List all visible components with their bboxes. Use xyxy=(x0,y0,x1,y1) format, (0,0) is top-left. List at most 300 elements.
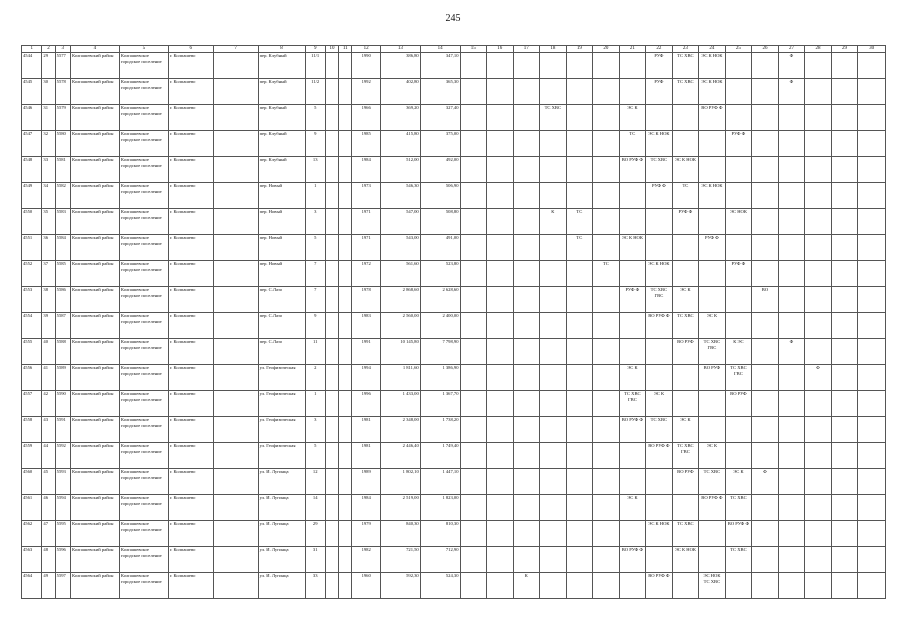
table-cell: ТС ХВС xyxy=(646,157,673,183)
table-cell: ВО РУФ Ф xyxy=(646,573,673,599)
table-cell: 506,90 xyxy=(420,183,460,209)
table-cell xyxy=(858,79,886,105)
table-cell: К xyxy=(540,209,567,235)
table-cell xyxy=(593,547,620,573)
table-cell: 4555 xyxy=(22,339,42,365)
table-cell: Колпашевский район xyxy=(70,547,119,573)
table-cell: РУФ xyxy=(646,53,673,79)
table-cell: ТС ХВС ГВС xyxy=(699,339,726,365)
table-cell: ул. Геофизическая xyxy=(258,365,305,391)
table-cell xyxy=(460,183,487,209)
table-cell: г. Колпашево xyxy=(168,547,213,573)
table-cell: 1981 xyxy=(352,443,381,469)
table-cell xyxy=(778,521,805,547)
table-cell xyxy=(672,495,699,521)
table-row xyxy=(22,495,886,521)
column-number: 19 xyxy=(566,46,593,53)
table-cell xyxy=(460,521,487,547)
table-cell xyxy=(339,261,352,287)
table-cell xyxy=(831,365,858,391)
table-cell xyxy=(566,79,593,105)
table-row xyxy=(22,235,886,261)
table-cell: ул. И. Лугинца xyxy=(258,469,305,495)
table-cell xyxy=(593,495,620,521)
table-cell xyxy=(213,547,258,573)
table-cell: 375,00 xyxy=(420,131,460,157)
table-cell xyxy=(213,391,258,417)
table-cell: ЭС К НОК xyxy=(699,53,726,79)
table-cell: Колпашевское городское поселение xyxy=(119,469,168,495)
table-cell xyxy=(831,261,858,287)
table-cell: Ф xyxy=(752,469,779,495)
table-cell xyxy=(566,417,593,443)
table-cell xyxy=(805,469,832,495)
table-cell xyxy=(460,417,487,443)
table-cell: 2 400,00 xyxy=(420,313,460,339)
table-cell: г. Колпашево xyxy=(168,235,213,261)
table-cell xyxy=(805,573,832,599)
table-cell xyxy=(805,105,832,131)
table-cell xyxy=(513,339,540,365)
column-number: 12 xyxy=(352,46,381,53)
table-cell: Колпашевское городское поселение xyxy=(119,443,168,469)
table-cell xyxy=(213,365,258,391)
table-cell: 4547 xyxy=(22,131,42,157)
table-cell: 415,80 xyxy=(380,131,420,157)
table-cell xyxy=(513,287,540,313)
table-cell: ТС xyxy=(619,131,646,157)
table-cell: г. Колпашево xyxy=(168,287,213,313)
table-cell: 5591 xyxy=(55,417,70,443)
table-cell: ЭС К НОК xyxy=(699,79,726,105)
table-cell: ВО РУФ Ф xyxy=(646,313,673,339)
table-cell xyxy=(566,261,593,287)
table-row xyxy=(22,365,886,391)
table-cell xyxy=(805,443,832,469)
table-cell: г. Колпашево xyxy=(168,417,213,443)
column-number: 1 xyxy=(22,46,42,53)
table-cell xyxy=(752,53,779,79)
table-cell: 1 447,10 xyxy=(420,469,460,495)
table-cell xyxy=(566,313,593,339)
table-cell xyxy=(805,131,832,157)
table-cell xyxy=(487,261,514,287)
table-cell xyxy=(699,157,726,183)
table-cell xyxy=(566,443,593,469)
table-cell xyxy=(619,313,646,339)
table-cell xyxy=(566,131,593,157)
table-cell xyxy=(593,573,620,599)
table-cell xyxy=(460,105,487,131)
table-cell: 5581 xyxy=(55,157,70,183)
table-cell: 5 xyxy=(305,443,325,469)
table-cell: 7 798,90 xyxy=(420,339,460,365)
table-cell xyxy=(325,469,338,495)
table-cell xyxy=(325,443,338,469)
table-cell: 42 xyxy=(42,391,55,417)
table-cell xyxy=(325,547,338,573)
table-cell: 4546 xyxy=(22,105,42,131)
table-cell xyxy=(858,443,886,469)
table-cell xyxy=(325,495,338,521)
table-cell: 47 xyxy=(42,521,55,547)
table-cell: 5592 xyxy=(55,443,70,469)
table-cell xyxy=(566,495,593,521)
table-cell xyxy=(752,261,779,287)
table-cell xyxy=(213,287,258,313)
table-cell xyxy=(566,391,593,417)
table-cell xyxy=(213,209,258,235)
table-cell xyxy=(805,287,832,313)
table-cell xyxy=(213,521,258,547)
table-cell: 43 xyxy=(42,417,55,443)
table-cell xyxy=(778,235,805,261)
table-cell: ТС xyxy=(672,183,699,209)
table-cell xyxy=(460,79,487,105)
table-cell xyxy=(540,573,567,599)
table-cell xyxy=(858,573,886,599)
table-cell: пер. С.Лазо xyxy=(258,313,305,339)
table-cell: ТС ХВС xyxy=(725,495,752,521)
table-cell: пер. Новый xyxy=(258,235,305,261)
table-cell: РУФ Ф xyxy=(725,261,752,287)
table-cell: ТС ХВС ГВС xyxy=(619,391,646,417)
table-cell xyxy=(339,183,352,209)
table-cell: Колпашевское городское поселение xyxy=(119,417,168,443)
table-cell xyxy=(566,521,593,547)
table-cell: 46 xyxy=(42,495,55,521)
table-cell: 524,30 xyxy=(420,573,460,599)
table-cell: 31 xyxy=(305,547,325,573)
table-cell: ТС ХВС xyxy=(672,521,699,547)
table-cell: 2 560,00 xyxy=(380,313,420,339)
table-cell xyxy=(672,573,699,599)
table-cell xyxy=(540,79,567,105)
table-cell xyxy=(831,183,858,209)
table-cell xyxy=(460,339,487,365)
table-cell xyxy=(339,547,352,573)
table-cell: 547,00 xyxy=(380,209,420,235)
table-row xyxy=(22,313,886,339)
table-cell xyxy=(752,495,779,521)
table-cell xyxy=(460,391,487,417)
table-cell: 1994 xyxy=(352,365,381,391)
table-cell: ВО РУФ Ф xyxy=(699,105,726,131)
table-cell: ТС ХВС xyxy=(672,79,699,105)
table-row xyxy=(22,573,886,599)
table-cell xyxy=(831,469,858,495)
table-cell xyxy=(752,417,779,443)
table-cell: 840,30 xyxy=(380,521,420,547)
table-cell xyxy=(778,573,805,599)
table-cell: 1981 xyxy=(352,417,381,443)
table-cell xyxy=(646,495,673,521)
table-cell xyxy=(540,235,567,261)
table-cell xyxy=(513,183,540,209)
table-cell xyxy=(593,313,620,339)
table-cell xyxy=(339,573,352,599)
table-cell xyxy=(752,235,779,261)
table-cell: 3 xyxy=(305,209,325,235)
table-cell xyxy=(699,209,726,235)
table-cell xyxy=(213,261,258,287)
table-cell xyxy=(487,495,514,521)
table-cell: ВО РУФ Ф xyxy=(619,417,646,443)
table-cell xyxy=(513,105,540,131)
table-cell xyxy=(325,573,338,599)
table-cell xyxy=(213,443,258,469)
column-number: 9 xyxy=(305,46,325,53)
table-cell: г. Колпашево xyxy=(168,183,213,209)
table-cell xyxy=(513,313,540,339)
table-cell: 1 xyxy=(305,183,325,209)
table-cell: г. Колпашево xyxy=(168,469,213,495)
table-cell xyxy=(725,183,752,209)
table-cell xyxy=(339,105,352,131)
table-cell: 402,80 xyxy=(380,79,420,105)
table-cell: РУФ Ф xyxy=(699,235,726,261)
table-cell xyxy=(672,391,699,417)
table-cell: Колпашевский район xyxy=(70,365,119,391)
table-cell xyxy=(831,313,858,339)
table-cell: 1984 xyxy=(352,495,381,521)
table-cell: пер. Новый xyxy=(258,183,305,209)
table-cell xyxy=(858,287,886,313)
table-cell xyxy=(566,365,593,391)
table-cell xyxy=(805,313,832,339)
table-cell xyxy=(487,391,514,417)
table-cell xyxy=(831,573,858,599)
table-cell: 5580 xyxy=(55,131,70,157)
table-cell: 2 519,00 xyxy=(380,495,420,521)
table-cell: 30 xyxy=(42,79,55,105)
table-cell xyxy=(325,313,338,339)
table-cell: 546,30 xyxy=(380,183,420,209)
table-cell xyxy=(805,495,832,521)
column-number: 28 xyxy=(805,46,832,53)
table-cell: 4564 xyxy=(22,573,42,599)
table-cell: 45 xyxy=(42,469,55,495)
table-cell xyxy=(339,469,352,495)
table-cell: ТС ХВС xyxy=(699,469,726,495)
table-cell: 721,50 xyxy=(380,547,420,573)
table-cell: ВО РУФ xyxy=(699,365,726,391)
table-cell xyxy=(325,79,338,105)
table-cell: Колпашевский район xyxy=(70,157,119,183)
table-cell xyxy=(460,313,487,339)
table-cell: 39 xyxy=(42,313,55,339)
table-cell xyxy=(646,235,673,261)
table-cell xyxy=(725,157,752,183)
table-cell xyxy=(858,209,886,235)
table-cell: 508,80 xyxy=(420,209,460,235)
table-cell: г. Колпашево xyxy=(168,79,213,105)
table-cell: 5597 xyxy=(55,573,70,599)
table-cell: 38 xyxy=(42,287,55,313)
table-cell xyxy=(858,547,886,573)
table-cell xyxy=(339,131,352,157)
table-cell: 5596 xyxy=(55,547,70,573)
table-cell xyxy=(619,183,646,209)
table-cell: ВО РУФ Ф xyxy=(646,443,673,469)
table-cell: Колпашевское городское поселение xyxy=(119,313,168,339)
table-cell xyxy=(778,469,805,495)
column-number: 26 xyxy=(752,46,779,53)
column-number: 14 xyxy=(420,46,460,53)
table-cell: Колпашевский район xyxy=(70,495,119,521)
table-cell: 347,10 xyxy=(420,53,460,79)
table-cell xyxy=(619,261,646,287)
table-cell xyxy=(513,443,540,469)
table-cell xyxy=(325,53,338,79)
table-row xyxy=(22,339,886,365)
table-cell: Колпашевский район xyxy=(70,469,119,495)
table-cell xyxy=(593,391,620,417)
table-cell xyxy=(619,573,646,599)
table-cell: 1971 xyxy=(352,209,381,235)
table-cell xyxy=(325,287,338,313)
table-cell: 33 xyxy=(305,573,325,599)
table-cell: 4549 xyxy=(22,183,42,209)
table-cell: Колпашевское городское поселение xyxy=(119,573,168,599)
table-cell: пер. Клубный xyxy=(258,79,305,105)
table-cell: Колпашевский район xyxy=(70,53,119,79)
table-cell: 33 xyxy=(42,157,55,183)
table-cell xyxy=(325,261,338,287)
table-cell xyxy=(672,235,699,261)
table-cell xyxy=(831,157,858,183)
table-cell xyxy=(513,79,540,105)
column-number-row xyxy=(22,46,886,53)
table-cell: ВО РУФ xyxy=(725,391,752,417)
table-cell xyxy=(858,391,886,417)
table-cell: Колпашевский район xyxy=(70,443,119,469)
table-cell: 523,80 xyxy=(420,261,460,287)
table-cell: г. Колпашево xyxy=(168,313,213,339)
table-cell: 1 823,00 xyxy=(420,495,460,521)
table-cell xyxy=(619,209,646,235)
table-cell xyxy=(487,313,514,339)
table-cell xyxy=(339,365,352,391)
table-cell xyxy=(593,157,620,183)
column-number: 6 xyxy=(168,46,213,53)
table-cell xyxy=(566,53,593,79)
table-cell: 5584 xyxy=(55,235,70,261)
table-cell: г. Колпашево xyxy=(168,573,213,599)
table-cell: 4554 xyxy=(22,313,42,339)
table-cell: Колпашевское городское поселение xyxy=(119,209,168,235)
table-cell: 31 xyxy=(42,105,55,131)
table-cell xyxy=(593,521,620,547)
column-number: 15 xyxy=(460,46,487,53)
table-cell xyxy=(460,573,487,599)
table-cell: ВО РУФ Ф xyxy=(725,521,752,547)
table-cell xyxy=(778,547,805,573)
column-number: 24 xyxy=(699,46,726,53)
table-cell: ТС xyxy=(566,209,593,235)
table-cell xyxy=(487,521,514,547)
table-cell xyxy=(513,261,540,287)
table-cell xyxy=(858,131,886,157)
table-cell: 5582 xyxy=(55,183,70,209)
table-cell: Колпашевский район xyxy=(70,261,119,287)
table-row xyxy=(22,131,886,157)
table-cell: 1996 xyxy=(352,391,381,417)
table-cell xyxy=(540,417,567,443)
table-cell: 4553 xyxy=(22,287,42,313)
table-cell xyxy=(699,417,726,443)
table-cell xyxy=(339,443,352,469)
table-cell xyxy=(699,521,726,547)
table-cell: Колпашевское городское поселение xyxy=(119,391,168,417)
table-cell: 1 811,60 xyxy=(380,365,420,391)
table-cell xyxy=(339,157,352,183)
table-cell xyxy=(593,105,620,131)
column-number: 21 xyxy=(619,46,646,53)
table-cell xyxy=(460,443,487,469)
table-cell xyxy=(805,417,832,443)
table-cell: г. Колпашево xyxy=(168,131,213,157)
table-row xyxy=(22,443,886,469)
table-cell: ВО РУФ Ф xyxy=(619,547,646,573)
table-cell: 49 xyxy=(42,573,55,599)
table-cell: 1 738,20 xyxy=(420,417,460,443)
table-cell: 4563 xyxy=(22,547,42,573)
table-cell: Колпашевский район xyxy=(70,131,119,157)
table-cell: Колпашевский район xyxy=(70,183,119,209)
table-cell xyxy=(619,521,646,547)
table-cell: Колпашевский район xyxy=(70,105,119,131)
table-cell: 41 xyxy=(42,365,55,391)
table-cell xyxy=(487,339,514,365)
table-cell: Колпашевское городское поселение xyxy=(119,131,168,157)
table-cell: 543,00 xyxy=(380,235,420,261)
table-cell xyxy=(831,53,858,79)
table-cell: ТС ХВС xyxy=(672,313,699,339)
table-cell: ТС ХВС ГВС xyxy=(672,443,699,469)
table-cell xyxy=(646,105,673,131)
table-cell: 1966 xyxy=(352,105,381,131)
table-cell xyxy=(513,521,540,547)
table-cell xyxy=(460,235,487,261)
table-cell xyxy=(831,209,858,235)
table-row xyxy=(22,521,886,547)
table-cell xyxy=(460,469,487,495)
table-cell: РУФ Ф xyxy=(646,183,673,209)
column-number: 25 xyxy=(725,46,752,53)
table-cell xyxy=(858,261,886,287)
table-cell: К ЭС xyxy=(725,339,752,365)
table-cell xyxy=(831,105,858,131)
table-cell: 40 xyxy=(42,339,55,365)
table-cell xyxy=(213,417,258,443)
table-cell xyxy=(778,157,805,183)
table-cell: ЭС К xyxy=(725,469,752,495)
table-cell xyxy=(325,391,338,417)
table-cell xyxy=(460,261,487,287)
table-cell xyxy=(339,313,352,339)
table-cell xyxy=(540,547,567,573)
table-cell xyxy=(566,573,593,599)
column-number: 30 xyxy=(858,46,886,53)
table-cell xyxy=(725,443,752,469)
table-row xyxy=(22,105,886,131)
table-cell xyxy=(339,53,352,79)
table-cell: г. Колпашево xyxy=(168,105,213,131)
table-cell: 810,30 xyxy=(420,521,460,547)
table-cell xyxy=(672,365,699,391)
column-number: 16 xyxy=(487,46,514,53)
